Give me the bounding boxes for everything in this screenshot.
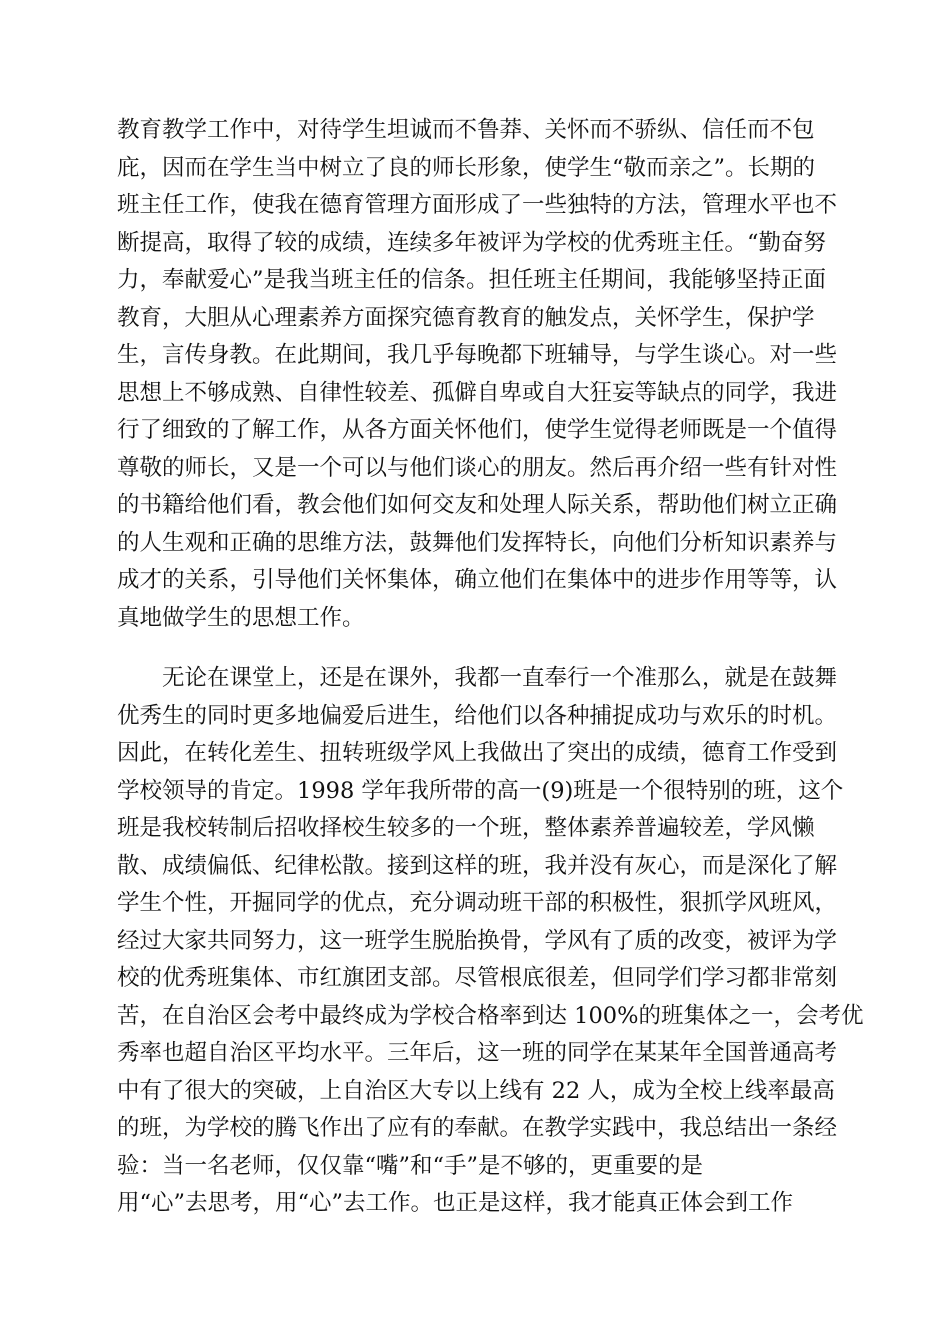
paragraph-line: 生，言传身教。在此期间，我几乎每晚都下班辅导，与学生谈心。对一些: [117, 342, 838, 368]
paragraph-1: [117, 112, 837, 637]
paragraph-line: 学生个性，开掘同学的优点，充分调动班干部的积极性，狠抓学风班风，: [117, 890, 838, 916]
paragraph-line: 中有了很大的突破，上自治区大专以上线有 22 人，成为全校上线率最高: [117, 1077, 835, 1104]
paragraph-line: 的班，为学校的腾飞作出了应有的奉献。在教学实践中，我总结出一条经: [117, 1115, 838, 1141]
paragraph-line: 真地做学生的思想工作。: [117, 604, 365, 631]
paragraph-line: 的人生观和正确的思维方法，鼓舞他们发挥特长，向他们分析知识素养与: [117, 529, 838, 556]
paragraph-line: 优秀生的同时更多地偏爱后进生，给他们以各种捕捉成功与欢乐的时机。: [117, 702, 838, 729]
paragraph-line: 力，奉献爱心”是我当班主任的信条。担任班主任期间，我能够坚持正面: [117, 267, 827, 293]
paragraph-line: 思想上不够成熟、自律性较差、孤僻自卑或自大狂妄等缺点的同学，我进: [117, 379, 838, 406]
paragraph-line: 校的优秀班集体、市红旗团支部。尽管根底很差，但同学们学习都非常刻: [117, 965, 838, 991]
paragraph-line: 经过大家共同努力，这一班学生脱胎换骨，学风有了质的改变，被评为学: [117, 927, 838, 954]
paragraph-line: 行了细致的了解工作，从各方面关怀他们，使学生觉得老师既是一个值得: [117, 417, 838, 443]
paragraph-line: 成才的关系，引导他们关怀集体，确立他们在集体中的进步作用等等，认: [117, 567, 838, 593]
paragraph-line: 秀率也超自治区平均水平。三年后，这一班的同学在某某年全国普通高考: [117, 1040, 838, 1066]
paragraph-line: 教育，大胆从心理素养方面探究德育教育的触发点，关怀学生，保护学: [117, 304, 815, 331]
paragraph-line: 用“心”去思考，用“心”去工作。也正是这样，我才能真正体会到工作: [117, 1190, 794, 1216]
paragraph-line: 教育教学工作中，对待学生坦诚而不鲁莽、关怀而不骄纵、信任而不包: [117, 117, 815, 143]
paragraph-line: 断提高，取得了较的成绩，连续多年被评为学校的优秀班主任。“勤奋努: [117, 229, 827, 256]
paragraph-line: 庇，因而在学生当中树立了良的师长形象，使学生“敬而亲之”。长期的: [117, 154, 816, 181]
paragraph-line: 无论在课堂上，还是在课外，我都一直奉行一个准那么，就是在鼓舞: [117, 665, 838, 691]
paragraph-line: 散、成绩偏低、纪律松散。接到这样的班，我并没有灰心，而是深化了解: [117, 852, 838, 879]
paragraph-line: 的书籍给他们看，教会他们如何交友和处理人际关系，帮助他们树立正确: [117, 492, 838, 518]
paragraph-line: 苦，在自治区会考中最终成为学校合格率到达 100%的班集体之一，会考优: [117, 1002, 864, 1029]
paragraph-line: 班是我校转制后招收择校生较多的一个班，整体素养普遍较差，学风懒: [117, 815, 815, 841]
paragraph-line: 班主任工作，使我在德育管理方面形成了一些独特的方法，管理水平也不: [117, 192, 838, 218]
paragraph-line: 尊敬的师长，又是一个可以与他们谈心的朋友。然后再介绍一些有针对性: [117, 454, 838, 481]
paragraph-line: 学校领导的肯定。1998 学年我所带的高一(9)班是一个很特别的班，这个: [117, 777, 844, 804]
paragraph-2: [117, 660, 864, 1223]
paragraph-line: 验：当一名老师，仅仅靠“嘴”和“手”是不够的，更重要的是: [117, 1152, 704, 1179]
paragraph-line: 因此，在转化差生、扭转班级学风上我做出了突出的成绩，德育工作受到: [117, 740, 838, 766]
